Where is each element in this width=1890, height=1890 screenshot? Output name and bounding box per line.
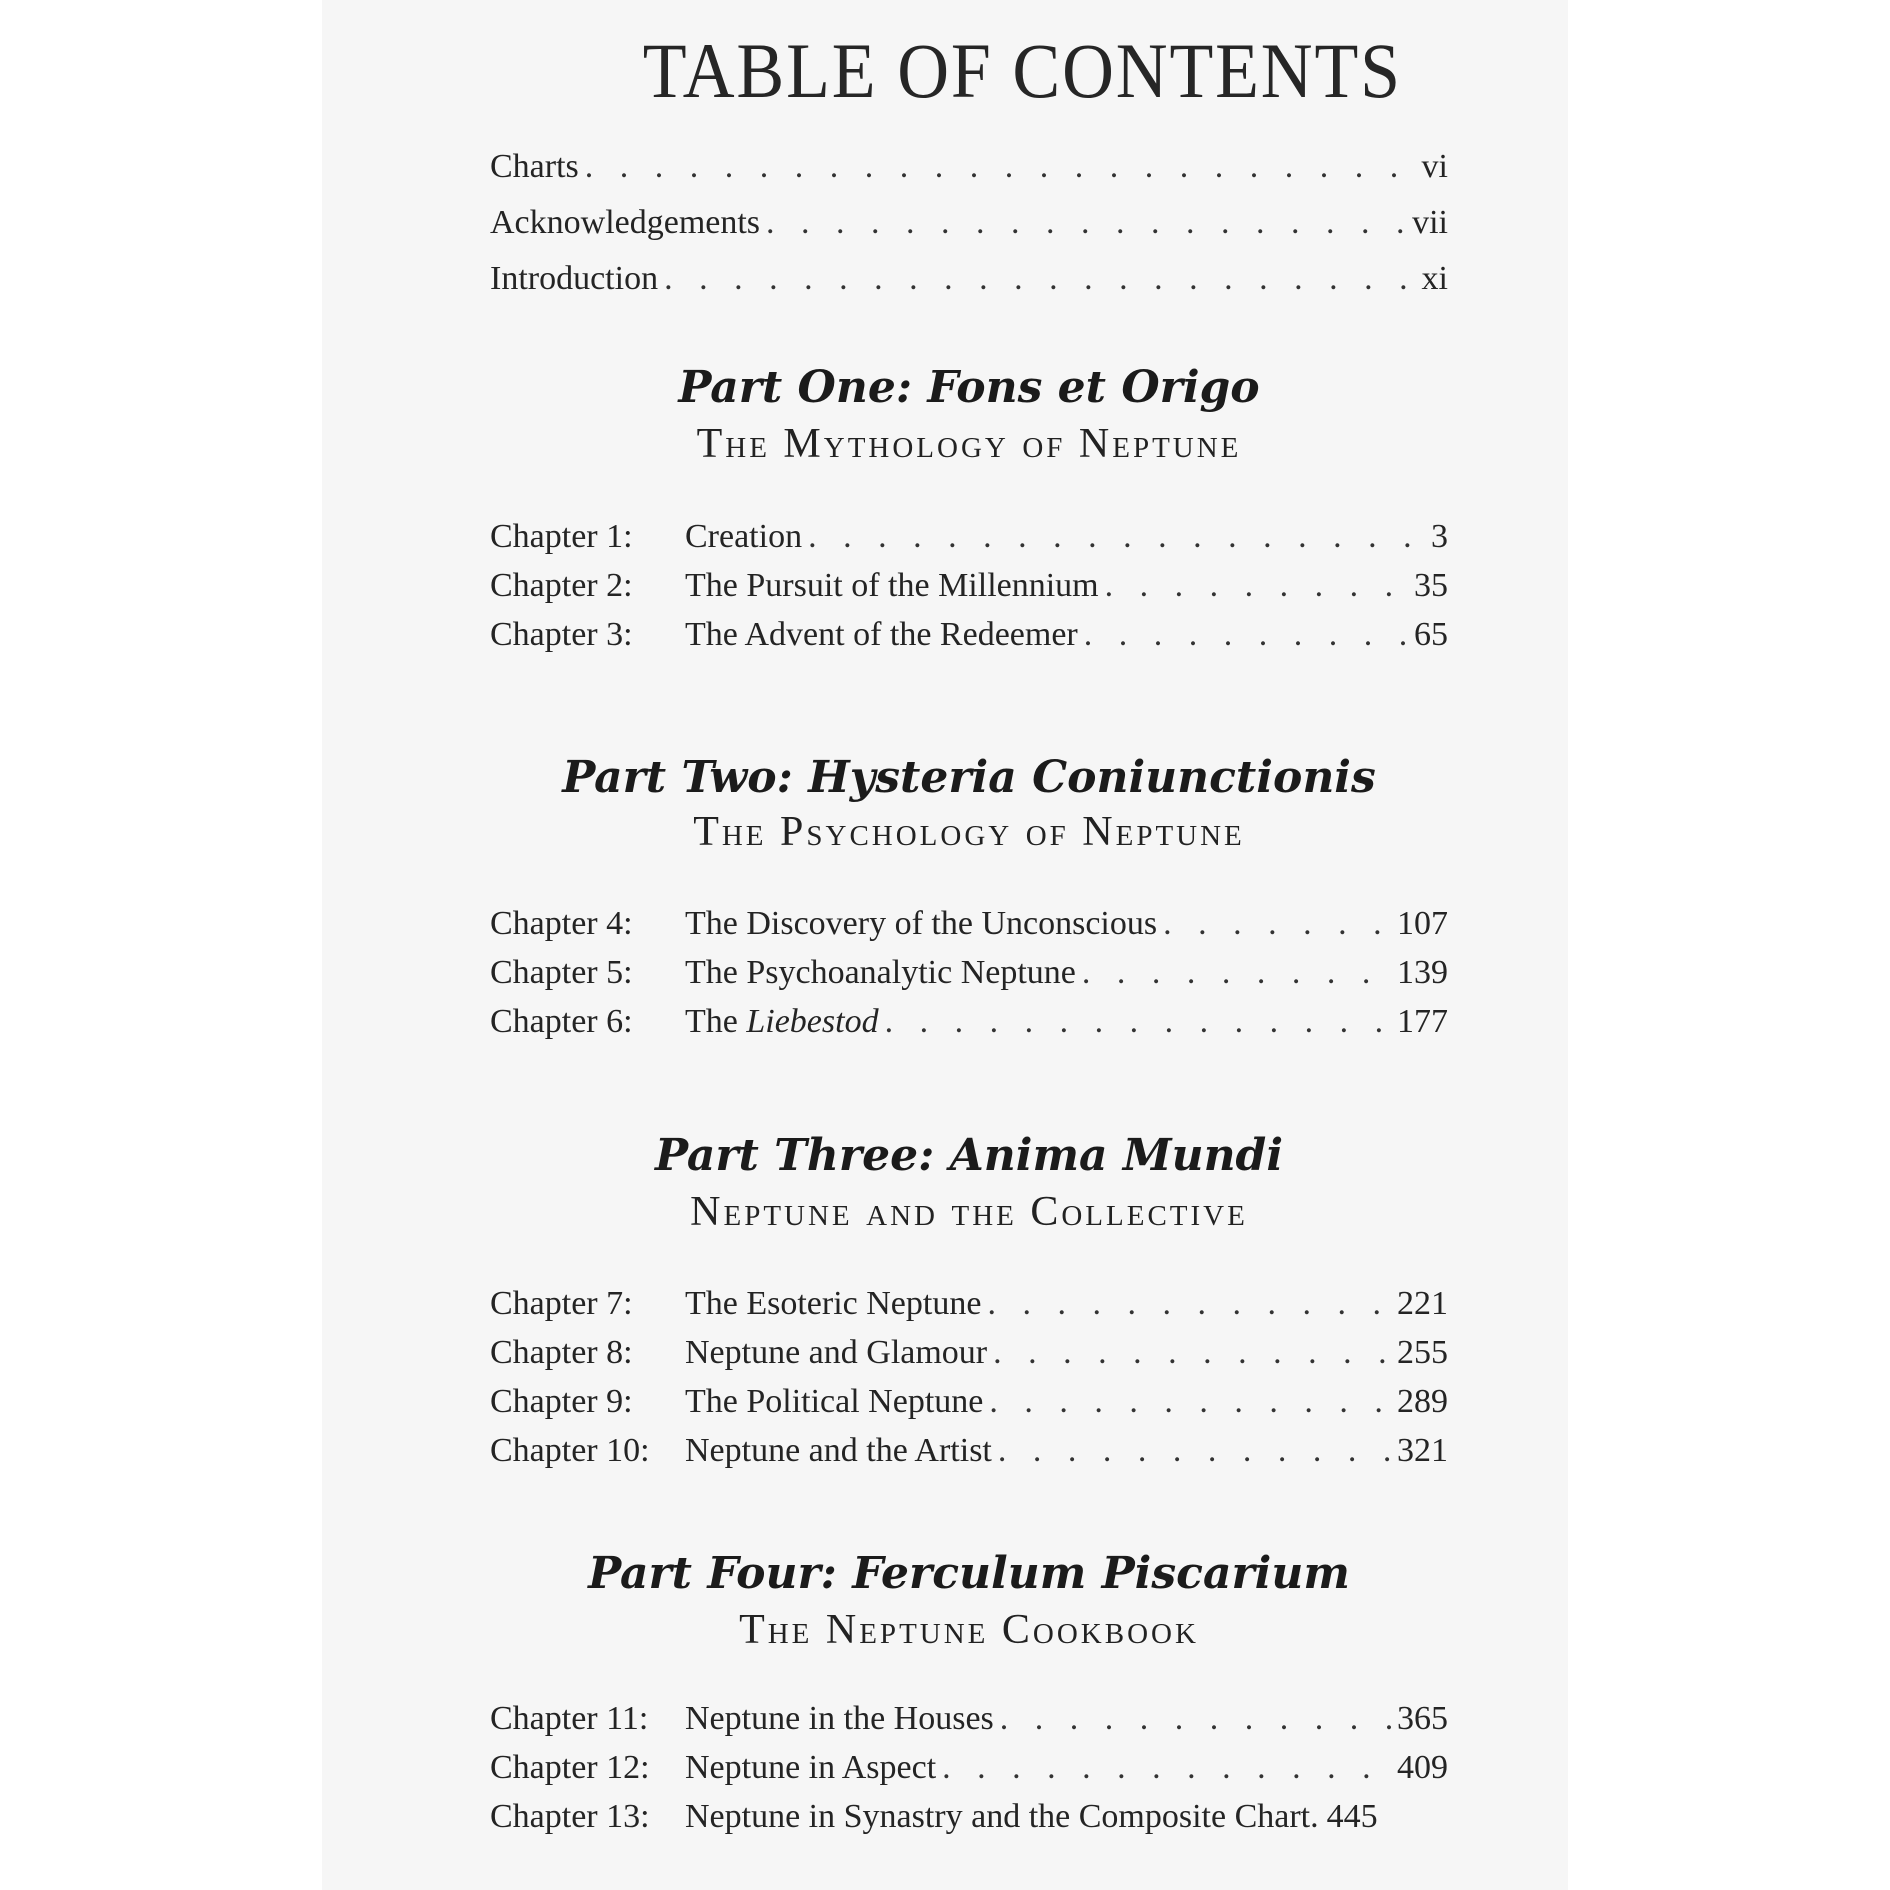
chapter-number: Chapter 10: — [490, 1432, 650, 1469]
chapter-number: Chapter 2: — [490, 567, 633, 604]
dot-leader — [998, 1432, 1391, 1470]
chapter-number: Chapter 7: — [490, 1285, 633, 1322]
toc-entry-chapter-8 — [490, 1334, 1448, 1378]
chapter-number: Chapter 11: — [490, 1700, 649, 1737]
chapter-title: The Political Neptune — [685, 1383, 984, 1420]
page-number: vii — [1412, 204, 1448, 241]
toc-entry-chapter-10 — [490, 1432, 1448, 1476]
toc-entry-chapter-12 — [490, 1749, 1448, 1793]
part-three-heading: Neptune and the Collective — [690, 1189, 1248, 1235]
toc-entry-chapter-4 — [490, 905, 1448, 949]
chapter-number: Chapter 13: — [490, 1798, 650, 1835]
page-number: 289 — [1397, 1383, 1448, 1420]
entry-label: Introduction — [490, 260, 659, 297]
page-number: 409 — [1397, 1749, 1448, 1786]
chapter-number: Chapter 6: — [490, 1003, 633, 1040]
page-number: 3 — [1431, 518, 1448, 555]
page-number: vi — [1421, 148, 1448, 185]
toc-entry-chapter-2 — [490, 567, 1448, 611]
chapter-title: Neptune in Aspect — [685, 1749, 937, 1786]
page-title: TABLE OF CONTENTS — [642, 27, 1402, 114]
part-three-script-title: Part Three: Anima Mundi — [654, 1130, 1284, 1181]
page-number: 177 — [1397, 1003, 1448, 1040]
toc-entry-chapter-3 — [490, 616, 1448, 660]
toc-entry-acknowledgements — [490, 204, 1448, 248]
entry-label: Acknowledgements — [490, 204, 761, 241]
page-number: 107 — [1397, 905, 1448, 942]
part-one-script-title: Part One: Fons et Origo — [678, 362, 1260, 413]
toc-entry-chapter-9 — [490, 1383, 1448, 1427]
toc-entry-chapter-13 — [490, 1798, 1448, 1842]
chapter-title: The Discovery of the Unconscious — [685, 905, 1158, 942]
chapter-number: Chapter 1: — [490, 518, 633, 555]
part-two-heading: The Psychology of Neptune — [693, 809, 1245, 855]
part-two-script-title: Part Two: Hysteria Coniunctionis — [562, 752, 1376, 803]
toc-entry-chapter-5 — [490, 954, 1448, 998]
chapter-number: Chapter 3: — [490, 616, 633, 653]
chapter-title: The Esoteric Neptune — [685, 1285, 982, 1322]
toc-entry-chapter-11 — [490, 1700, 1448, 1744]
page-number: 255 — [1397, 1334, 1448, 1371]
dot-leader — [989, 1383, 1391, 1421]
dot-leader — [942, 1749, 1391, 1787]
dot-leader — [664, 260, 1415, 298]
chapter-number: Chapter 12: — [490, 1749, 650, 1786]
part-four-heading: The Neptune Cookbook — [739, 1607, 1199, 1653]
chapter-title: The Psychoanalytic Neptune — [685, 954, 1076, 991]
page-number: 221 — [1397, 1285, 1448, 1322]
page-number: 139 — [1397, 954, 1448, 991]
dot-leader — [766, 204, 1406, 242]
page-number: 65 — [1414, 616, 1448, 653]
toc-entry-introduction — [490, 260, 1448, 304]
page-number: xi — [1421, 260, 1448, 297]
toc-entry-chapter-1 — [490, 518, 1448, 562]
toc-entry-chapter-7 — [490, 1285, 1448, 1329]
dot-leader — [1000, 1700, 1391, 1738]
chapter-title: Neptune in the Houses — [685, 1700, 994, 1737]
dot-leader — [1082, 954, 1391, 992]
page-number: 365 — [1397, 1700, 1448, 1737]
chapter-title-prefix: The — [685, 1003, 747, 1040]
chapter-title: Neptune in Synastry and the Composite Chart. — [685, 1798, 1319, 1835]
book-page — [322, 0, 1568, 1890]
entry-label: Charts — [490, 148, 579, 185]
dot-leader — [885, 1003, 1391, 1041]
chapter-title: The Pursuit of the Millennium — [685, 567, 1099, 604]
chapter-number: Chapter 4: — [490, 905, 633, 942]
dot-leader — [1105, 567, 1408, 605]
chapter-title: Creation — [685, 518, 803, 555]
page-number: 35 — [1414, 567, 1448, 604]
part-one-heading: The Mythology of Neptune — [696, 421, 1242, 467]
toc-entry-charts — [490, 148, 1448, 192]
dot-leader — [808, 518, 1425, 556]
chapter-title: Neptune and Glamour — [685, 1334, 988, 1371]
part-four-script-title: Part Four: Ferculum Piscarium — [588, 1548, 1350, 1599]
dot-leader — [1163, 905, 1391, 943]
page-number: 445 — [1326, 1798, 1378, 1835]
dot-leader — [1084, 616, 1408, 654]
page-number: 321 — [1397, 1432, 1448, 1469]
chapter-title: Neptune and the Artist — [685, 1432, 992, 1469]
chapter-number: Chapter 5: — [490, 954, 633, 991]
dot-leader — [987, 1285, 1391, 1323]
dot-leader — [993, 1334, 1391, 1372]
chapter-number: Chapter 9: — [490, 1383, 633, 1420]
chapter-number: Chapter 8: — [490, 1334, 633, 1371]
dot-leader — [585, 148, 1416, 186]
chapter-title-italic: Liebestod — [746, 1003, 879, 1040]
chapter-title: The Advent of the Redeemer — [685, 616, 1078, 653]
toc-entry-chapter-6 — [490, 1003, 1448, 1047]
